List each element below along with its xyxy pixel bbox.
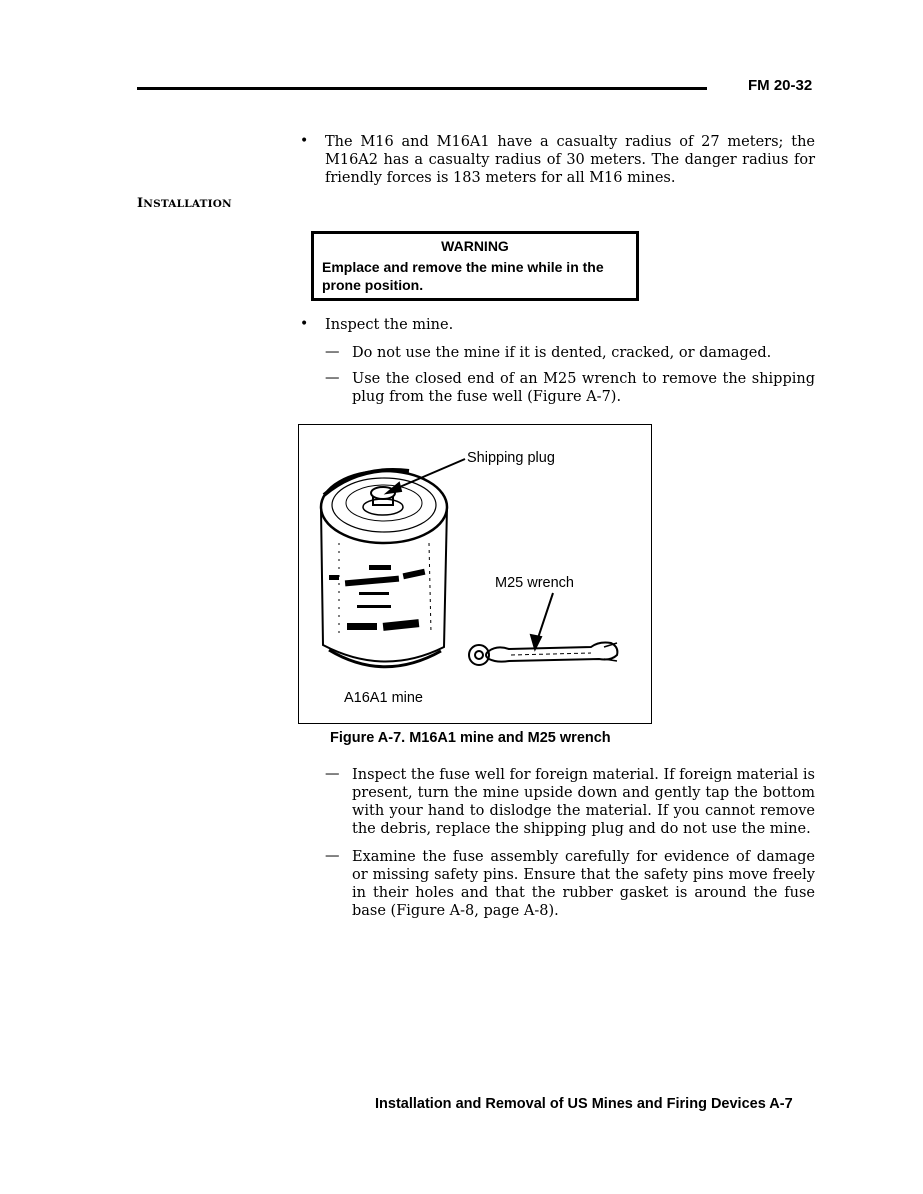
header-rule (137, 87, 707, 90)
bullet-marker: • (300, 316, 309, 332)
label-shipping-plug: Shipping plug (467, 450, 555, 466)
paragraph-fuse-well: Inspect the fuse well for foreign material. If foreign material is present, turn the mine upside down and gently tap the bottom with your hand to dislodge the material. If you cannot remove the debris, replace the shipping plug and do not use the mine. (352, 767, 816, 837)
mine-markings (329, 565, 425, 631)
label-mine: A16A1 mine (344, 690, 423, 706)
paragraph-inspect-mine: Inspect the mine. (325, 317, 454, 333)
paragraph-do-not-use: Do not use the mine if it is dented, cracked, or damaged. (352, 345, 772, 361)
leader-plug (387, 459, 465, 493)
warning-box (311, 231, 639, 301)
section-heading-rest: NSTALLATION (143, 198, 232, 210)
paragraph-fuse-assembly: Examine the fuse assembly carefully for evidence of damage or missing safety pins. Ensure that the safety pins move freely in their holes and that the rubber gasket is around the fuse base (Figure A-8, page A-8). (352, 849, 815, 919)
page-footer: Installation and Removal of US Mines and Firing Devices A-7 (375, 1096, 793, 1112)
section-heading (137, 196, 232, 211)
figure-illustration (299, 425, 651, 723)
figure-caption: Figure A-7. M16A1 mine and M25 wrench (330, 730, 611, 746)
paragraph-casualty-radius: The M16 and M16A1 have a casualty radius of 27 meters; the M16A2 has a casualty radius of 30 meters. The danger radius for friendly forces is 183 meters for all M16 mines. (325, 134, 815, 186)
dash-marker: — (325, 344, 340, 360)
dash-marker: — (325, 766, 340, 782)
warning-text: Emplace and remove the mine while in the prone position. (322, 259, 604, 293)
wrench-illustration (469, 643, 617, 666)
label-m25-wrench: M25 wrench (495, 575, 574, 591)
paragraph-wrench-use: Use the closed end of an M25 wrench to remove the shipping plug from the fuse well (Figure A-7). (352, 371, 815, 405)
leader-wrench (531, 593, 553, 649)
header-doc-id: FM 20-32 (748, 77, 813, 94)
dash-marker: — (325, 848, 340, 864)
figure-a7 (298, 424, 652, 724)
section-heading-initial: I (137, 196, 144, 211)
warning-title: WARNING (441, 238, 509, 254)
dash-marker: — (325, 370, 340, 386)
bullet-marker: • (300, 133, 309, 149)
